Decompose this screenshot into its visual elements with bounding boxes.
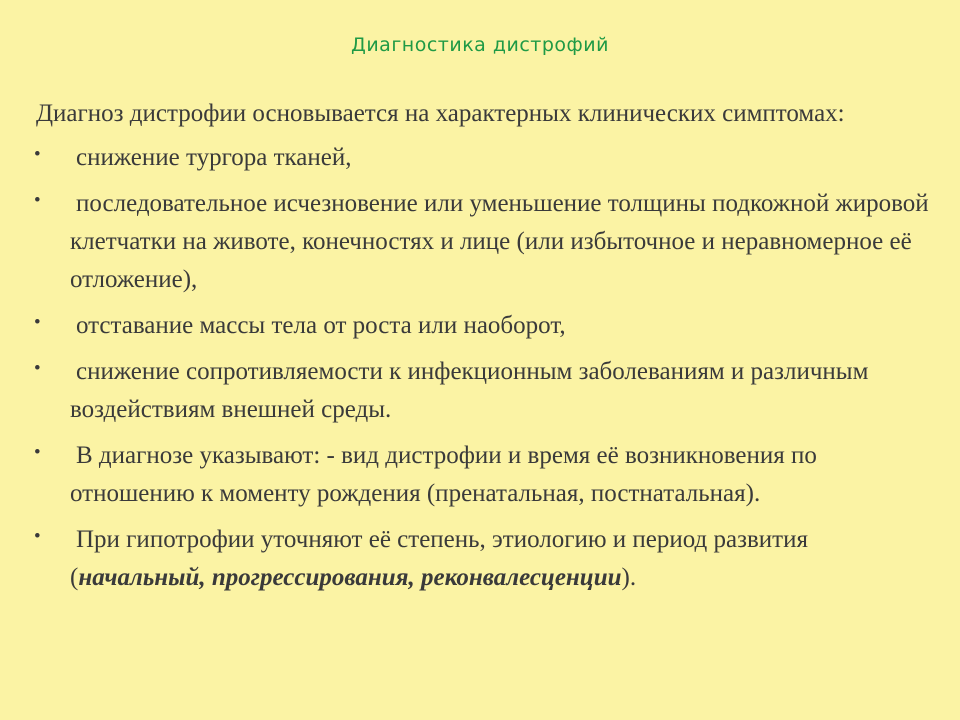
bullet-text: отставание массы тела от роста или наоборот,: [76, 312, 566, 339]
hypotrophy-text-before: При гипотрофии уточняют её степень, этиологию и период развития (: [70, 526, 808, 591]
bullet-icon: •: [34, 358, 41, 379]
bullet-item-resistance: [36, 353, 946, 429]
intro-paragraph: Диагноз дистрофии основывается на характерных клинических симптомах:: [36, 100, 845, 127]
bullet-item-hypotrophy: [36, 521, 946, 597]
bullet-item-weight: [36, 307, 946, 345]
bullet-item-turgor: [36, 139, 946, 177]
hypotrophy-periods-emphasis: начальный, прогрессирования, реконвалесценции: [78, 564, 622, 591]
bullet-icon: •: [34, 144, 41, 165]
slide-body: [36, 95, 946, 605]
bullet-list: [36, 139, 946, 597]
bullet-text: снижение тургора тканей,: [76, 144, 352, 171]
bullet-icon: •: [34, 442, 41, 463]
bullet-icon: •: [34, 190, 41, 211]
slide-title: Диагностика дистрофий: [350, 34, 609, 56]
bullet-text: снижение сопротивляемости к инфекционным заболеваниям и различным воздействиям внешней среды.: [70, 358, 869, 423]
bullet-item-fat-tissue: [36, 185, 946, 299]
bullet-icon: •: [34, 526, 41, 547]
bullet-text: В диагнозе указывают: - вид дистрофии и время её возникновения по отношению к моменту рождения (пренатальная, постнатальная).: [70, 442, 817, 507]
bullet-icon: •: [34, 312, 41, 333]
hypotrophy-text-after: ).: [621, 564, 637, 591]
bullet-item-diagnosis: [36, 437, 946, 513]
bullet-text: [70, 526, 808, 591]
bullet-text: последовательное исчезновение или уменьшение толщины подкожной жировой клетчатки на животе, конечностях и лице (или избыточное и неравномерное её отложение),: [70, 190, 929, 293]
